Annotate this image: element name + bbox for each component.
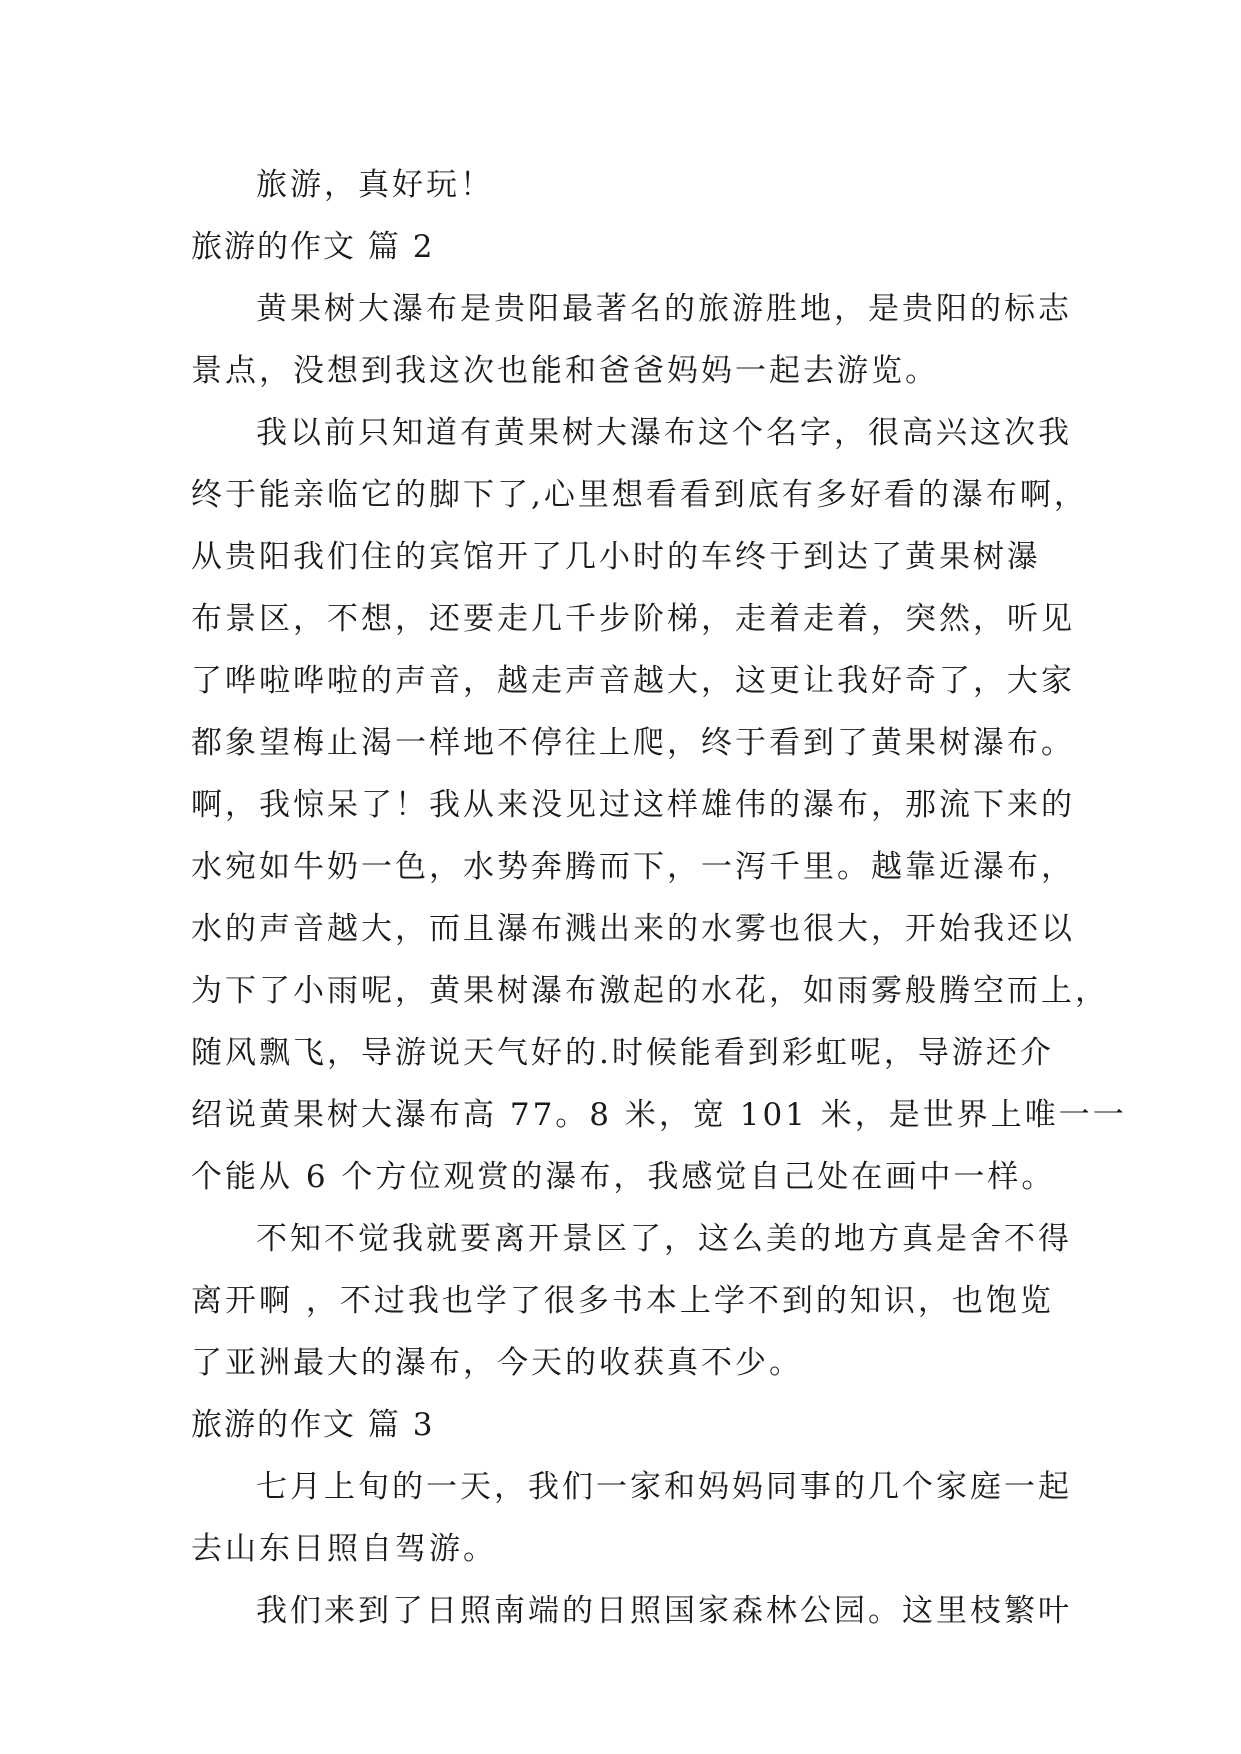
section-heading: 旅游的作文 篇 3 <box>191 1407 435 1443</box>
paragraph-line: 旅游，真好玩！ <box>256 167 494 203</box>
paragraph-line: 啊，我惊呆了！我从来没见过这样雄伟的瀑布，那流下来的 <box>191 787 1075 823</box>
paragraph-line: 为下了小雨呢，黄果树瀑布激起的水花，如雨雾般腾空而上， <box>191 973 1109 1009</box>
paragraph-line: 了亚洲最大的瀑布，今天的收获真不少。 <box>191 1345 803 1381</box>
paragraph-line: 我们来到了日照南端的日照国家森林公园。这里枝繁叶 <box>256 1593 1072 1629</box>
paragraph-line: 我以前只知道有黄果树大瀑布这个名字，很高兴这次我 <box>256 415 1072 451</box>
paragraph-line: 都象望梅止渴一样地不停往上爬，终于看到了黄果树瀑布。 <box>191 725 1075 761</box>
paragraph-line: 水的声音越大，而且瀑布溅出来的水雾也很大，开始我还以 <box>191 911 1075 947</box>
paragraph-line: 布景区，不想，还要走几千步阶梯，走着走着，突然，听见 <box>191 601 1075 637</box>
paragraph-line: 终于能亲临它的脚下了,心里想看看到底有多好看的瀑布啊， <box>191 477 1088 513</box>
paragraph-line: 从贵阳我们住的宾馆开了几小时的车终于到达了黄果树瀑 <box>191 539 1041 575</box>
paragraph-line: 了哗啦哗啦的声音，越走声音越大，这更让我好奇了，大家 <box>191 663 1075 699</box>
section-heading: 旅游的作文 篇 2 <box>191 229 435 265</box>
paragraph-line: 离开啊 ，不过我也学了很多书本上学不到的知识，也饱览 <box>191 1283 1054 1319</box>
paragraph-line: 水宛如牛奶一色，水势奔腾而下，一泻千里。越靠近瀑布， <box>191 849 1075 885</box>
paragraph-line: 不知不觉我就要离开景区了，这么美的地方真是舍不得 <box>256 1221 1072 1257</box>
paragraph-line: 景点，没想到我这次也能和爸爸妈妈一起去游览。 <box>191 353 939 389</box>
paragraph-line: 去山东日照自驾游。 <box>191 1531 497 1567</box>
paragraph-line: 随风飘飞，导游说天气好的.时候能看到彩虹呢，导游还介 <box>191 1035 1054 1071</box>
paragraph-line: 七月上旬的一天，我们一家和妈妈同事的几个家庭一起 <box>256 1469 1072 1505</box>
paragraph-line: 黄果树大瀑布是贵阳最著名的旅游胜地，是贵阳的标志 <box>256 291 1072 327</box>
paragraph-line: 个能从 6 个方位观赏的瀑布，我感觉自己处在画中一样。 <box>191 1159 1056 1195</box>
paragraph-line: 绍说黄果树大瀑布高 77。8 米，宽 101 米，是世界上唯一一 <box>191 1097 1127 1133</box>
